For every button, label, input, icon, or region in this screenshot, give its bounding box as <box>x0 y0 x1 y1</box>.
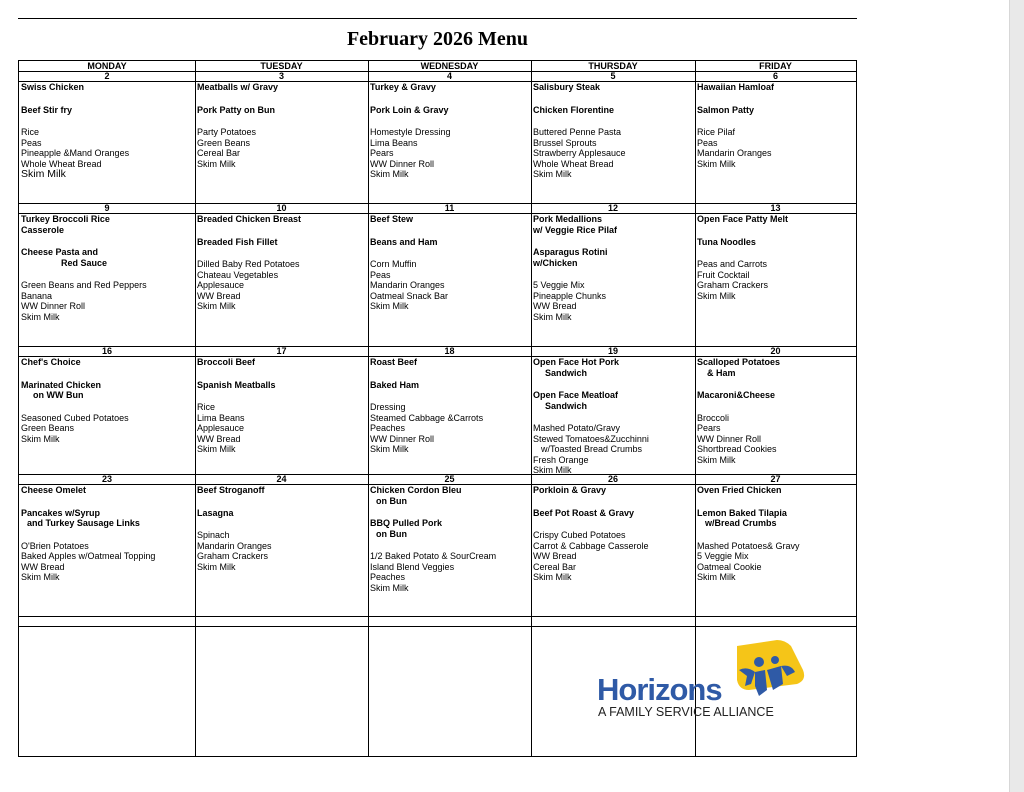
menu-line: Whole Wheat Bread <box>21 158 102 169</box>
side-dishes <box>21 541 195 583</box>
menu-line: Applesauce <box>197 423 245 433</box>
menu-line: Graham Crackers <box>697 280 769 290</box>
menu-line: Pears <box>370 148 394 158</box>
menu-line: Peas <box>370 269 391 280</box>
entree-primary <box>533 82 695 93</box>
menu-line: and Turkey Sausage Links <box>27 518 140 528</box>
menu-line: Breaded Chicken Breast <box>197 214 302 224</box>
menu-line: WW Bread <box>197 290 241 301</box>
entree-primary <box>21 214 195 235</box>
menu-line: Meatballs w/ Gravy <box>197 82 279 92</box>
menu-line: Lemon Baked Tilapia <box>697 507 787 518</box>
menu-line: Turkey & Gravy <box>370 82 436 92</box>
menu-line: Hawaiian Hamloaf <box>697 82 775 92</box>
side-dishes <box>697 259 856 301</box>
entree-secondary <box>21 508 195 529</box>
menu-line: Peas <box>697 137 718 148</box>
menu-line: Skim Milk <box>197 301 236 311</box>
side-dishes <box>533 423 695 476</box>
day-cell <box>532 82 695 202</box>
menu-line: Chicken Cordon Bleu <box>370 485 462 495</box>
side-dishes <box>197 127 368 169</box>
menu-line: Applesauce <box>197 280 245 290</box>
menu-line: Oatmeal Snack Bar <box>370 290 449 301</box>
menu-line: Fresh Orange <box>533 454 589 465</box>
menu-line: Spinach <box>197 530 230 540</box>
day-cell <box>196 82 368 202</box>
entree-secondary <box>533 508 695 519</box>
menu-line: Skim Milk <box>533 311 572 322</box>
side-dishes <box>370 127 531 180</box>
menu-line: Skim Milk <box>533 169 572 179</box>
date-number: 10 <box>276 203 287 213</box>
menu-line: Banana <box>21 290 53 301</box>
menu-line: Skim Milk <box>697 454 736 465</box>
menu-line: Skim Milk <box>697 158 736 169</box>
menu-line: Homestyle Dressing <box>370 127 451 137</box>
menu-line: Skim Milk <box>197 158 236 169</box>
entree-secondary <box>370 380 531 391</box>
entree-primary <box>197 214 368 225</box>
side-dishes <box>370 402 531 455</box>
entree-primary <box>21 82 195 93</box>
day-cell <box>20 485 195 615</box>
menu-line: Lasagna <box>197 507 234 518</box>
day-cell <box>20 357 195 473</box>
logo-tagline: A FAMILY SERVICE ALLIANCE <box>598 705 774 719</box>
menu-line: Beef Stir fry <box>21 104 73 115</box>
menu-line: Peaches <box>370 572 406 582</box>
horizons-family-icon <box>725 640 815 710</box>
menu-line: Sandwich <box>545 367 588 378</box>
entree-secondary <box>697 390 856 401</box>
menu-line: Scalloped Potatoes <box>697 357 781 367</box>
menu-line: Skim Milk <box>370 301 409 311</box>
entree-primary <box>533 214 695 235</box>
entree-secondary <box>533 247 695 268</box>
date-number: 17 <box>276 346 287 356</box>
menu-line: Dressing <box>370 402 406 412</box>
menu-line: WW Bread <box>533 301 577 311</box>
menu-line: Skim Milk <box>21 311 60 322</box>
entree-primary <box>197 82 368 93</box>
menu-line: Seasoned Cubed Potatoes <box>21 412 129 423</box>
menu-line: Red Sauce <box>61 257 108 268</box>
day-cell <box>196 485 368 615</box>
side-dishes <box>21 413 195 445</box>
entree-secondary <box>370 237 531 248</box>
menu-line: Skim Milk <box>21 572 60 582</box>
date-number: 20 <box>770 346 781 356</box>
day-cell <box>696 214 856 345</box>
menu-line: Skim Milk <box>197 444 236 454</box>
entree-secondary <box>21 247 195 268</box>
row-divider <box>19 626 856 627</box>
date-number: 18 <box>444 346 455 356</box>
date-number: 11 <box>444 203 455 213</box>
menu-line: Party Potatoes <box>197 127 257 137</box>
menu-line: Cheese Omelet <box>21 485 87 495</box>
menu-line: Skim Milk <box>697 572 736 582</box>
day-header: MONDAY <box>87 61 127 71</box>
menu-line: Pork Medallions <box>533 214 603 224</box>
page-title: February 2026 Menu <box>346 28 529 50</box>
entree-secondary <box>197 380 368 391</box>
entree-primary <box>21 485 195 496</box>
entree-secondary <box>697 508 856 529</box>
menu-line: Roast Beef <box>370 357 418 367</box>
menu-line: Swiss Chicken <box>21 82 85 92</box>
menu-line: Cheese Pasta and <box>21 247 99 257</box>
date-number: 5 <box>610 71 616 81</box>
menu-line: & Ham <box>707 367 736 378</box>
menu-line: Mandarin Oranges <box>697 148 772 158</box>
menu-line: Steamed Cabbage &Carrots <box>370 412 484 423</box>
menu-line: Graham Crackers <box>197 551 269 561</box>
date-number: 27 <box>770 474 781 484</box>
menu-line: Strawberry Applesauce <box>533 148 626 158</box>
menu-line: Macaroni&Cheese <box>697 390 776 400</box>
entree-secondary <box>21 105 195 116</box>
menu-line: Lima Beans <box>370 137 418 148</box>
menu-line: Salisbury Steak <box>533 82 601 92</box>
menu-line: Porkloin & Gravy <box>533 485 607 495</box>
side-dishes <box>697 541 856 583</box>
menu-line: Pork Loin & Gravy <box>370 104 449 115</box>
date-number: 4 <box>446 71 452 81</box>
entree-primary <box>697 214 856 225</box>
day-cell <box>20 82 195 202</box>
menu-line: Skim Milk <box>370 582 409 593</box>
date-number: 3 <box>278 71 284 81</box>
entree-primary <box>697 485 856 496</box>
menu-line: Skim Milk <box>21 433 60 444</box>
entree-secondary <box>370 105 531 116</box>
entree-secondary <box>697 105 856 116</box>
entree-primary <box>533 485 695 496</box>
menu-line: Rice <box>197 402 216 412</box>
day-cell <box>369 485 531 615</box>
date-number: 9 <box>104 203 110 213</box>
day-cell <box>696 82 856 202</box>
menu-line: Beans and Ham <box>370 236 438 247</box>
menu-line: Skim Milk <box>370 444 409 454</box>
day-cell <box>532 485 695 615</box>
menu-line: Baked Ham <box>370 379 420 390</box>
menu-line: Beef Stew <box>370 214 414 224</box>
entree-secondary <box>21 380 195 401</box>
side-dishes <box>197 530 368 572</box>
day-cell <box>696 485 856 615</box>
entree-primary <box>370 214 531 225</box>
menu-line: Island Blend Veggies <box>370 561 455 572</box>
entree-secondary <box>197 105 368 116</box>
menu-line: Brussel Sprouts <box>533 137 597 148</box>
menu-line: Shortbread Cookies <box>697 444 777 454</box>
menu-line: Skim Milk <box>533 465 572 475</box>
side-dishes <box>697 127 856 169</box>
day-cell <box>696 357 856 473</box>
menu-line: Corn Muffin <box>370 259 417 269</box>
menu-line: Fruit Cocktail <box>697 269 750 280</box>
menu-line: Pork Patty on Bun <box>197 104 276 115</box>
menu-line: 5 Veggie Mix <box>697 551 749 561</box>
menu-line: Rice Pilaf <box>697 127 736 137</box>
menu-line: BBQ Pulled Pork <box>370 518 443 528</box>
menu-line: Peaches <box>370 423 406 433</box>
date-number: 13 <box>770 203 781 213</box>
menu-line: WW Dinner Roll <box>21 301 86 311</box>
day-cell <box>532 214 695 345</box>
menu-line: Pancakes w/Syrup <box>21 507 101 518</box>
day-cell <box>20 214 195 345</box>
menu-line: Cereal Bar <box>533 561 577 572</box>
menu-line: Green Beans and Red Peppers <box>21 280 147 290</box>
menu-line: Lima Beans <box>197 412 245 423</box>
menu-line: Carrot & Cabbage Casserole <box>533 540 649 551</box>
menu-line: Green Beans <box>21 423 75 433</box>
menu-line: WW Dinner Roll <box>370 433 435 444</box>
menu-line: Green Beans <box>197 137 251 148</box>
menu-line: O'Brien Potatoes <box>21 540 89 551</box>
menu-line: 1/2 Baked Potato & SourCream <box>370 551 497 561</box>
menu-line: Salmon Patty <box>697 104 755 115</box>
menu-line: Chateau Vegetables <box>197 269 279 280</box>
date-number: 16 <box>101 346 112 356</box>
menu-line: Cereal Bar <box>197 148 241 158</box>
menu-line: w/Bread Crumbs <box>705 518 777 528</box>
menu-line: WW Bread <box>197 433 241 444</box>
menu-line: Beef Stroganoff <box>197 485 265 495</box>
menu-line: Chicken Florentine <box>533 104 615 115</box>
menu-line: Mashed Potatoes& Gravy <box>697 540 800 551</box>
menu-line: Pineapple Chunks <box>533 290 607 301</box>
menu-line: Peas <box>21 137 42 148</box>
menu-line: Turkey Broccoli Rice <box>21 214 110 224</box>
menu-line: Open Face Hot Pork <box>533 357 620 367</box>
day-header: TUESDAY <box>260 61 303 71</box>
menu-line: WW Bread <box>533 551 577 561</box>
menu-line: w/Toasted Bread Crumbs <box>541 444 643 454</box>
entree-secondary <box>533 390 695 411</box>
entree-secondary <box>697 237 856 248</box>
menu-line: 5 Veggie Mix <box>533 280 585 290</box>
entree-primary <box>533 357 695 378</box>
day-header: WEDNESDAY <box>420 61 479 71</box>
date-number: 26 <box>607 474 618 484</box>
logo-wordmark: Horizons <box>597 672 722 707</box>
side-dishes <box>21 127 195 181</box>
horizons-logo <box>597 640 817 720</box>
menu-line: Pineapple &Mand Oranges <box>21 148 130 158</box>
entree-primary <box>197 485 368 496</box>
date-number: 6 <box>772 71 778 81</box>
menu-line: Pears <box>697 423 721 433</box>
row-divider <box>19 616 856 617</box>
entree-primary <box>370 357 531 368</box>
date-number: 2 <box>104 71 110 81</box>
day-cell <box>196 214 368 345</box>
entree-primary <box>21 357 195 368</box>
day-cell <box>369 82 531 202</box>
date-number: 23 <box>101 474 112 484</box>
menu-line: Skim Milk <box>197 561 236 572</box>
entree-secondary <box>197 237 368 248</box>
menu-line: Skim Milk <box>370 169 409 179</box>
entree-secondary <box>370 518 531 539</box>
side-dishes <box>697 413 856 466</box>
menu-line: Broccoli <box>697 412 730 423</box>
entree-secondary <box>197 508 368 519</box>
day-cell <box>532 357 695 473</box>
menu-line: Skim Milk <box>533 572 572 582</box>
menu-line: on Bun <box>376 528 407 539</box>
menu-line: on Bun <box>376 495 407 506</box>
menu-line: Baked Apples w/Oatmeal Topping <box>21 551 156 561</box>
menu-line: Oatmeal Cookie <box>697 561 762 572</box>
day-header: THURSDAY <box>588 61 638 71</box>
menu-line: Marinated Chicken <box>21 379 102 390</box>
menu-line: Breaded Fish Fillet <box>197 236 278 247</box>
menu-line: WW Bread <box>21 561 65 572</box>
menu-line: Casserole <box>21 224 65 235</box>
menu-line: WW Dinner Roll <box>370 158 435 169</box>
date-number: 25 <box>444 474 455 484</box>
menu-line: w/ Veggie Rice Pilaf <box>533 224 618 235</box>
date-number: 12 <box>607 203 618 213</box>
menu-line: Broccoli Beef <box>197 357 256 367</box>
side-dishes <box>21 280 195 322</box>
side-dishes <box>533 530 695 583</box>
menu-line: Mashed Potato/Gravy <box>533 423 621 433</box>
scrollbar[interactable] <box>1009 0 1024 792</box>
top-rule <box>18 18 857 19</box>
menu-line: Tuna Noodles <box>697 236 756 247</box>
menu-line: Skim Milk <box>697 290 736 301</box>
menu-line: Sandwich <box>545 400 588 411</box>
side-dishes <box>370 259 531 312</box>
menu-line: Peas and Carrots <box>697 259 768 269</box>
menu-line: on WW Bun <box>33 390 84 400</box>
side-dishes <box>533 127 695 180</box>
entree-primary <box>697 82 856 93</box>
day-header: FRIDAY <box>759 61 792 71</box>
side-dishes <box>533 280 695 322</box>
day-cell <box>369 214 531 345</box>
menu-line: Crispy Cubed Potatoes <box>533 530 626 540</box>
entree-secondary <box>533 105 695 116</box>
side-dishes <box>370 551 531 593</box>
menu-line: Mandarin Oranges <box>370 280 445 290</box>
entree-primary <box>197 357 368 368</box>
menu-line: Spanish Meatballs <box>197 379 276 390</box>
date-number: 24 <box>276 474 287 484</box>
entree-primary <box>370 82 531 93</box>
menu-line: Chef's Choice <box>21 357 81 367</box>
menu-line: Skim Milk <box>21 168 66 180</box>
entree-primary <box>697 357 856 378</box>
entree-primary <box>370 485 531 506</box>
menu-line: Open Face Meatloaf <box>533 390 619 400</box>
menu-line: w/Chicken <box>533 257 578 268</box>
menu-line: Open Face Patty Melt <box>697 214 789 224</box>
day-cell <box>196 357 368 473</box>
menu-line: Mandarin Oranges <box>197 540 272 551</box>
menu-line: Rice <box>21 127 40 137</box>
menu-line: Asparagus Rotini <box>533 247 608 257</box>
date-number: 19 <box>607 346 618 356</box>
menu-line: Beef Pot Roast & Gravy <box>533 507 635 518</box>
menu-line: WW Dinner Roll <box>697 433 762 444</box>
menu-line: Dilled Baby Red Potatoes <box>197 259 300 269</box>
menu-line: Whole Wheat Bread <box>533 158 614 169</box>
menu-line: Stewed Tomatoes&Zucchinni <box>533 433 649 444</box>
side-dishes <box>197 402 368 455</box>
day-cell <box>369 357 531 473</box>
menu-line: Oven Fried Chicken <box>697 485 782 495</box>
menu-line: Buttered Penne Pasta <box>533 127 622 137</box>
side-dishes <box>197 259 368 312</box>
